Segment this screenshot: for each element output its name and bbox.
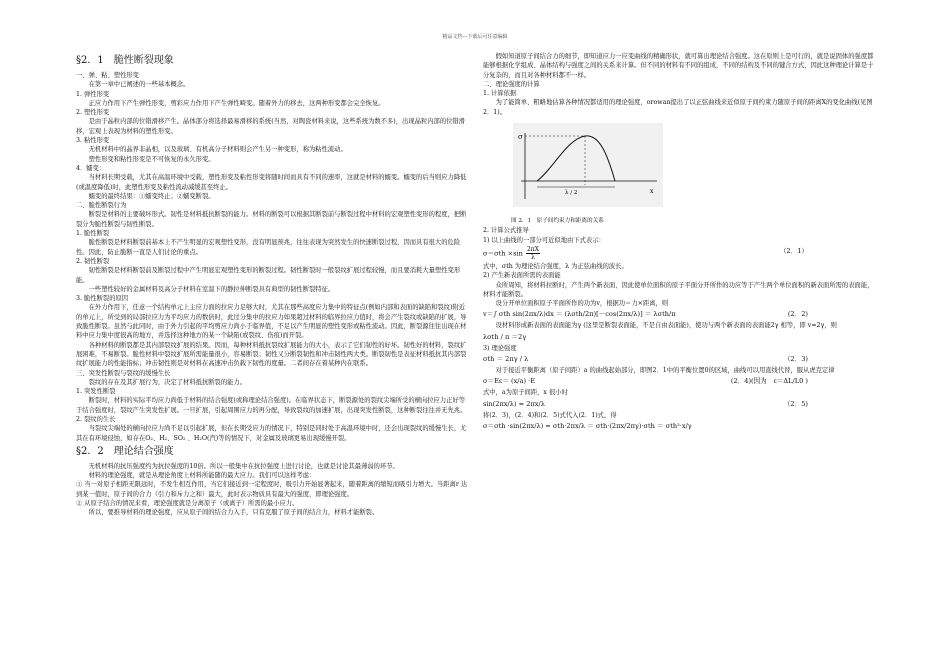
subheading: 二、理论强度的计算 bbox=[483, 80, 540, 88]
paragraph: 设材料形成新表面的表面能为γ (这里是断裂表面能，不是自由表面能)，使功与两个新表面的表面能2γ 相等，即 v=2γ，则 bbox=[495, 322, 837, 330]
paragraph: 断裂时，材料的实际平均应力尚低于材料的结合强度(或称理论结合强度)。在临界状态下，断裂源处的裂纹尖端所受的横向拉应力正好等于结合强度时，裂纹产生突发性扩展。一旦扩展，引起周围应力的再分配，导致裂纹的加速扩展，出现突发性断裂，这种断裂往往并无先兆。 bbox=[76, 397, 467, 414]
eq4-body: σ＝Eε＝ (x/a) ·E bbox=[483, 377, 536, 386]
paragraph: 断裂是材料的主要破坏形式。韧性是材料抵抗断裂的能力。材料的断裂可以根据其断裂前与断裂过程中材料的宏观塑性变形的程度，把断裂分为脆性断裂与韧性断裂。 bbox=[76, 211, 467, 228]
paragraph: 在第一章中已阐述的一些基本概念。 bbox=[88, 81, 190, 89]
subheading: 三、突发性断裂与裂纹的缓慢生长 bbox=[76, 369, 171, 377]
subheading: 2. 计算公式推导 bbox=[483, 227, 529, 235]
paragraph: 正应力作用下产生弹性形变，剪彩应力作用下产生弹性畸变。随着外力的移去，这两种形变都会完全恢复。 bbox=[88, 99, 385, 107]
equation-2-3 bbox=[483, 354, 878, 365]
equation-number: （2．1） bbox=[779, 246, 808, 255]
paragraph: 在外力作用下，任意一个结构单元上主应力面的拉应力足够大时，尤其在那些高度应力集中的特征点(例如内部和表面的缺陷和裂纹)附近的单元上，所受到的局部拉应力为平均应力的数倍时，此过分集中的拉应力如果超过材料的临界拉应力值时，将会产生裂纹或缺陷的扩展，导致脆性断裂。虽然与此同时，由于外力引起的平均剪应力尚小于临界值，不足以产生明显的塑性变形或粘性流动。因此，断裂源往往出现在材料中应力集中度很高的地方，并选择这种地方的某一个缺陷(或裂纹、伤痕)而开裂。 bbox=[76, 304, 467, 340]
equation-2-4 bbox=[483, 376, 878, 387]
paragraph: 式中，σth 为理论结合强度，λ 为正弦曲线的波长。 bbox=[483, 262, 628, 270]
subheading: 2. 裂纹的生长 bbox=[76, 415, 116, 423]
figure-force-distance bbox=[495, 119, 685, 215]
equation-2-1 bbox=[483, 246, 878, 261]
paragraph: 所以，要推导材料的理论强度，应从原子间的结合力入手，只有克服了原子间的结合力，材料才能断裂。 bbox=[88, 509, 379, 517]
section-title: §2．2 理论结合强度 bbox=[76, 445, 174, 457]
paragraph: 1) 以上曲线的一部分可近似地由下式表示： bbox=[483, 236, 605, 244]
equation-number: （2．3) bbox=[783, 355, 808, 364]
lambda-half-label: λ / 2 bbox=[565, 190, 578, 197]
equation-2-2 bbox=[483, 309, 878, 320]
paragraph: ① 当一对原子相距无限远时，不发生相互作用，当它们接近到一定程度时，吸引力开始显著起来，随着距离的缩短而吸引力增大。当距离r 达到某一值时，原子间的合力（引力和斥力之和）最大，此时表示物质具有最大的强度，即理论强度。 bbox=[76, 481, 468, 498]
paragraph: 韧性断裂是材料断裂前及断裂过程中产生明显宏观塑性变形的断裂过程。韧性断裂时一般裂纹扩展过程较慢，而且要消耗大量塑性变形能。 bbox=[76, 267, 461, 284]
paragraph: 无机材料的抗压强度约为抗拉强度的10倍。所以一般集中在抗拉强度上进行讨论，也就是讨论其最薄弱的环节。 bbox=[88, 462, 399, 470]
paragraph: 材料的理论强度，就是从理论角度上材料所能随的最大应力。我们可以这样考虑： bbox=[88, 472, 316, 480]
equation-work-energy: λσth / π ＝2γ bbox=[483, 332, 527, 341]
equation-number: (2．4)(因为 ε＝ΔL/L0 ) bbox=[730, 377, 808, 386]
subheading: 一、弹、粘、塑性形变 bbox=[76, 72, 139, 79]
paragraph: 脆性断裂是材料断裂前基本上不产生明显的宏观塑性变形，没有明显预兆，往往表现为突然发生的快速断裂过程，因而具有很大的危险性。因此，防止脆断一直是人们讨论的重点。 bbox=[76, 239, 461, 256]
eq1-numerator: 2πX bbox=[526, 245, 540, 253]
subheading: 1. 弹性形变 bbox=[76, 90, 110, 98]
force-curve-graph bbox=[495, 119, 685, 215]
paragraph: 式中，a为原子间距，x 很小时 bbox=[483, 389, 568, 397]
paragraph: 将(2．3)，(2．4)和(2．5)式代入(2．1)式，得 bbox=[483, 411, 617, 419]
paragraph: 当材料长期受载，尤其在高温环境中受载，塑性形变及粘性形变将随时间而具有不同的速率，这就是材料的蠕变。蠕变的后当则应力降低(或温度降低)时，此塑性形变及粘性流动减缓甚至终止。 bbox=[76, 174, 467, 191]
subheading: 1. 突发性断裂 bbox=[76, 388, 116, 396]
paragraph: 是由于晶粒内部的位错滑移产生。晶体部分将选择最易滑移的系统(当然，对陶瓷材料来说，这些系统为数不多)，出现晶粒内部的位错滑移，宏观上表现为材料的塑性形变。 bbox=[76, 118, 466, 135]
page-header: 精品文档---下载后可任意编辑 bbox=[442, 34, 508, 40]
subheading: 2. 韧性断裂 bbox=[76, 257, 110, 265]
x-label: x bbox=[650, 188, 654, 196]
paragraph: 各种材料的断裂都是其内部裂纹扩展的结果。因而，每种材料抵抗裂纹扩展能力的大小，表示了它们韧性的好坏。韧性好的材料，裂纹扩展困难，不易断裂。脆性材料中裂纹扩展所需能量很小，容易断裂；韧性又分断裂韧性和冲击韧性两大类。断裂韧性是表征材料抵抗其内部裂纹扩展能力的性能指标；冲击韧性则是对材料在高速冲击负载下韧性的度量。二者间存在着某种内在联系。 bbox=[76, 341, 467, 368]
equation-number: (2．2) bbox=[787, 310, 808, 319]
paragraph: 设分开单位面积原子平面所作的功为v，根据功＝力×距离，则 bbox=[495, 300, 669, 308]
subheading: 二、脆性断裂行为 bbox=[76, 202, 127, 210]
eq1-denominator: λ bbox=[531, 253, 535, 261]
figure-caption: 图 2．1 原子间约束力和距离的关系 bbox=[511, 218, 604, 225]
eq1-fraction bbox=[526, 246, 540, 261]
paragraph: 为了能简单、粗略地估算各种情况都适用的理论强度，orowan提出了以正弦曲线来近似原子间约束力随原子间的距离X的变化曲线(见图2．1)。 bbox=[483, 99, 873, 116]
paragraph: 当裂纹尖端处的横向拉应力尚不足以引起扩展，但在长期受应力的情况下，特别是同时处于高温环境中时，还会出现裂纹的缓慢生长，尤其在有环境侵蚀，如存在O₂、H₂、SO₂ 、H₂O(汽)等的情况下，对金属及玻璃更易出现缓慢开裂。 bbox=[76, 425, 467, 442]
eq1-lhs: σ＝σth ×sin bbox=[483, 249, 523, 258]
paragraph: 众所周知，将材料拉断时，产生两个新表面，因此使单位面积的原子平面分开所作的功应等于产生两个单位面积的新表面所需的表面能，材料才能断裂。 bbox=[483, 281, 874, 298]
equation-number: （2．5) bbox=[783, 399, 808, 408]
subheading: 3. 脆性断裂的原因 bbox=[76, 295, 129, 303]
subheading: 3. 粘性形变 bbox=[76, 137, 110, 145]
subheading: 1. 计算依据 bbox=[483, 90, 517, 98]
paragraph: 蠕变的最终结果：①蠕变终止；②蠕变断裂。 bbox=[88, 192, 215, 200]
subheading: 2. 塑性形变 bbox=[76, 109, 110, 117]
sigma-label: σ bbox=[518, 133, 523, 142]
paragraph: 对于接近平衡距离（原子间距）a 的曲线起始部分，即图2．1中的平衡位置0的区域，曲线可以用直线代替，服从虎克定律 bbox=[495, 367, 835, 375]
subheading: 2) 产生新表面所需的表面能 bbox=[483, 272, 561, 280]
subheading: 3) 理论强度 bbox=[483, 344, 517, 352]
paragraph: 裂纹的存在及其扩展行为，决定了材料抵抗断裂的能力。 bbox=[88, 378, 247, 386]
paragraph: ② 从原子结合的情况来看，理论强度就是分离原子（或离子）所需的最小应力。 bbox=[76, 500, 299, 508]
section-title: §2．1 脆性断裂现象 bbox=[76, 55, 174, 66]
equation-final: σ＝σth ·sin(2πx/λ) ≈ σth·2πx/λ ＝ σth·(2πx/2πγ)·σth ＝ σth²·x/γ bbox=[483, 421, 692, 430]
left-column bbox=[76, 52, 469, 518]
subheading: 4．蠕变： bbox=[76, 164, 106, 172]
paragraph: 假如知道原子间结合力的细节，即知道应力一应变曲线的精确形状，就可算出理论结合强度。这在原则上是可行的，就是说固体的强度都能够根据化学组成、晶体结构与强度之间的关系来计算。但不同的材料有不同的组成，不同的结构及不同的键合方式，因此这种理论计算是十分复杂的，而且对各种材料都不一样。 bbox=[483, 53, 874, 79]
paragraph: 塑性形变和粘性形变是不可恢复的永久形变。 bbox=[88, 155, 215, 163]
equation-2-5 bbox=[483, 399, 878, 410]
right-column bbox=[483, 52, 878, 433]
eq2-body: v＝∫ σth sin(2πx/λ)dx ＝ (λσth/2π)[－cos(2πx/λ)] ＝ λσth/π bbox=[483, 310, 676, 319]
eq3-body: σth ＝ 2πγ / λ bbox=[483, 355, 529, 364]
paragraph: 无机材料中的晶界非晶相，以及玻璃、有机高分子材料则会产生另一种变形，称为粘性流动。 bbox=[88, 146, 347, 154]
paragraph: 一些塑性较好的金属材料及高分子材料在室温下的静拉伸断裂具有典型的韧性断裂特征。 bbox=[88, 285, 335, 293]
eq5-body: sin(2πx/λ) ≈ 2πx/λ bbox=[483, 399, 545, 408]
subheading: 1. 脆性断裂 bbox=[76, 230, 110, 238]
